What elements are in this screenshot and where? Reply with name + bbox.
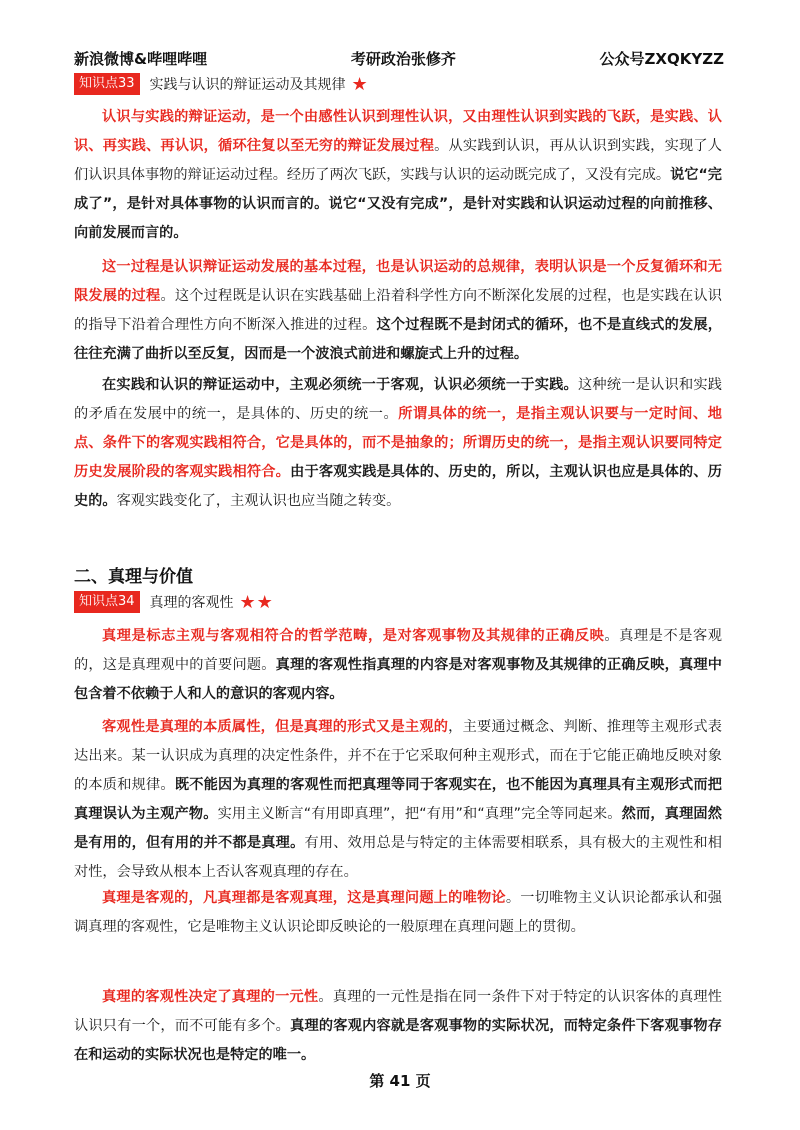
knowledge-point-title: 真理的客观性 xyxy=(149,595,234,611)
highlight-text: 客观性是真理的本质属性，但是真理的形式又是主观的 xyxy=(102,719,449,735)
body-text: 有用、效用总是与特定的主体需要相联系，具有极大的主观性和相对性，会导致从根本上否认客观真理的存在。 xyxy=(74,835,722,880)
page-number: 第 41 页 xyxy=(369,1072,431,1090)
body-text: 。这个过程既是认识在实践基础上沿着科学性方向不断深化发展的过程，也是实践在认识的指导下沿着合理性方向不断深入推进的过程。 xyxy=(74,288,722,333)
body-text: 这种统一是认识和实践的矛盾在发展中的统一，是具体的、历史的统一。 xyxy=(74,377,722,422)
bold-text: 在实践和认识的辩证运动中，主观必须统一于客观，认识必须统一于实践。 xyxy=(102,377,578,393)
highlight-text: 真理是标志主观与客观相符合的哲学范畴，是对客观事物及其规律的正确反映 xyxy=(102,628,605,644)
highlight-text: 真理的客观性决定了真理的一元性 xyxy=(102,989,319,1005)
paragraph-6 xyxy=(74,884,722,942)
highlight-text: 真理是客观的，凡真理都是客观真理，这是真理问题上的唯物论 xyxy=(102,890,506,906)
body-text: 。一切唯物主义认识论都承认和强调真理的客观性，它是唯物主义认识论即反映论的一般原理在真理问题上的贯彻。 xyxy=(74,890,722,935)
star-icon: ★ xyxy=(351,73,369,95)
body-text: 。真理是不是客观的，这是真理观中的首要问题。 xyxy=(74,628,722,673)
header-left: 新浪微博&哔哩哔哩 xyxy=(74,49,208,68)
highlight-text: 认识与实践的辩证运动，是一个由感性认识到理性认识，又由理性认识到实践的飞跃，是实践、认识、再实践、再认识，循环往复以至无穷的辩证发展过程 xyxy=(74,109,722,154)
page-header xyxy=(74,46,724,70)
bold-text: 真理的客观内容就是客观事物的实际状况，而特定条件下客观事物存在和运动的实际状况也是特定的唯一。 xyxy=(74,1018,722,1063)
body-text: 实用主义断言“有用即真理”，把“有用”和“真理”完全等同起来。 xyxy=(217,806,622,822)
paragraph-2 xyxy=(74,253,722,369)
highlight-text: 所谓具体的统一，是指主观认识要与一定时间、地点、条件下的客观实践相符合，它是具体的，而不是抽象的；所谓历史的统一，是指主观认识要同特定历史发展阶段的客观实践相符合。 xyxy=(74,406,722,480)
paragraph-4 xyxy=(74,622,722,709)
star-icon: ★★ xyxy=(239,591,274,613)
bold-text: 既不能因为真理的客观性而把真理等同于客观实在，也不能因为真理具有主观形式而把真理误认为主观产物。 xyxy=(74,777,722,822)
knowledge-point-tag: 知识点33 xyxy=(74,73,140,95)
bold-text: 真理的客观性指真理的内容是对客观事物及其规律的正确反映，真理中包含着不依赖于人和人的意识的客观内容。 xyxy=(74,657,722,702)
bold-text: 由于客观实践是具体的、历史的，所以，主观认识也应是具体的、历史的。 xyxy=(74,464,722,509)
knowledge-point-title: 实践与认识的辩证运动及其规律 xyxy=(149,77,346,93)
knowledge-point-tag: 知识点34 xyxy=(74,591,140,613)
body-text: 。真理的一元性是指在同一条件下对于特定的认识客体的真理性认识只有一个，而不可能有多个。 xyxy=(74,989,722,1034)
knowledge-point-34 xyxy=(74,590,274,614)
header-center: 考研政治张修齐 xyxy=(350,49,456,68)
header-right: 公众号ZXQKYZZ xyxy=(599,49,724,68)
highlight-text: 这一过程是认识辩证运动发展的基本过程，也是认识运动的总规律，表明认识是一个反复循环和无限发展的过程 xyxy=(74,259,722,304)
body-text: ，主要通过概念、判断、推理等主观形式表达出来。某一认识成为真理的决定性条件，并不在于它采取何种主观形式，而在于它能正确地反映对象的本质和规律。 xyxy=(74,719,722,793)
bold-text: 说它“完成了”，是针对具体事物的认识而言的。说它“又没有完成”，是针对实践和认识运动过程的向前推移、向前发展而言的。 xyxy=(74,167,722,241)
bold-text: 这个过程既不是封闭式的循环，也不是直线式的发展，往往充满了曲折以至反复，因而是一个波浪式前进和螺旋式上升的过程。 xyxy=(74,317,722,362)
bold-text: 然而，真理固然是有用的，但有用的并不都是真理。 xyxy=(74,806,722,851)
paragraph-7 xyxy=(74,983,722,1070)
body-text: 客观实践变化了，主观认识也应当随之转变。 xyxy=(116,493,401,509)
paragraph-1 xyxy=(74,103,722,248)
body-text: 。从实践到认识，再从认识到实践，实现了人们认识具体事物的辩证运动过程。经历了两次飞跃，实践与认识的运动既完成了，又没有完成。 xyxy=(74,138,722,183)
knowledge-point-33 xyxy=(74,72,369,96)
paragraph-5 xyxy=(74,713,722,887)
paragraph-3 xyxy=(74,371,722,516)
section-heading: 二、真理与价值 xyxy=(74,567,193,587)
